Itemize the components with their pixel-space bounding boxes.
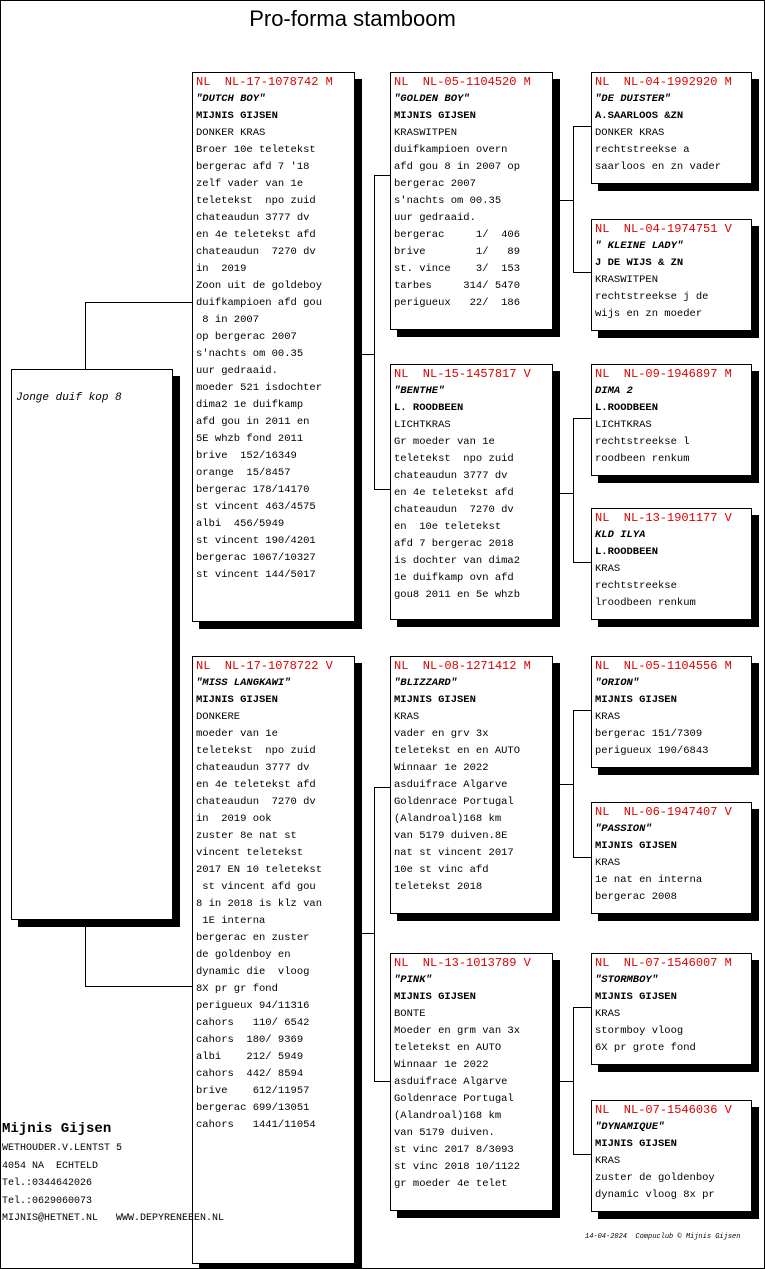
connector	[573, 1007, 574, 1155]
info-line: teletekst npo zuid	[394, 453, 514, 465]
pigeon-name: "PASSION"	[595, 823, 652, 835]
info-line: orange 15/8457	[196, 467, 291, 479]
connector	[573, 857, 591, 858]
breeder-name: L. ROODBEEN	[394, 402, 464, 414]
info-line: en 4e teletekst afd	[196, 229, 316, 241]
info-line: teletekst 2018	[394, 881, 483, 893]
info-line: bergerac afd 7 '18	[196, 161, 310, 173]
info-line: roodbeen renkum	[595, 453, 690, 465]
connector	[374, 175, 375, 490]
connector	[85, 302, 86, 370]
ring-number: NL NL-07-1546036 V	[595, 1103, 732, 1117]
ring-number: NL NL-05-1104520 M	[394, 75, 531, 89]
connector	[85, 927, 86, 987]
info-line: vincent teletekst	[196, 847, 304, 859]
info-line: 8 in 2007	[196, 314, 260, 326]
info-line: s'nachts om 00.35	[196, 348, 304, 360]
info-line: op bergerac 2007	[196, 331, 297, 343]
info-line: rechtstreekse a	[595, 144, 690, 156]
owner-line: Tel.:0629060073	[2, 1195, 93, 1207]
pigeon-card	[591, 72, 752, 184]
owner-line: MIJNIS@HETNET.NL WWW.DEPYRENEEEN.NL	[2, 1213, 225, 1224]
pigeon-card	[390, 72, 553, 330]
breeder-name: A.SAARLOOS &ZN	[595, 110, 684, 122]
info-line: en 4e teletekst afd	[394, 487, 514, 499]
info-line: st vinc 2018 10/1122	[394, 1161, 521, 1173]
info-line: bergerac en zuster	[196, 932, 310, 944]
info-line: van 5179 duiven.8E	[394, 830, 508, 842]
info-line: cahors 442/ 8594	[196, 1068, 304, 1080]
info-line: moeder van 1e	[196, 728, 278, 740]
info-line: moeder 521 isdochter	[196, 382, 323, 394]
info-line: is dochter van dima2	[394, 555, 521, 567]
ring-number: NL NL-13-1013789 V	[394, 956, 531, 970]
ring-number: NL NL-06-1947407 V	[595, 805, 732, 819]
info-line: bergerac 178/14170	[196, 484, 310, 496]
subject-box	[11, 369, 173, 920]
info-line: afd 7 bergerac 2018	[394, 538, 514, 550]
connector	[573, 418, 574, 563]
pigeon-card	[591, 364, 752, 476]
info-line: 5E whzb fond 2011	[196, 433, 304, 445]
subject-label: Jonge duif kop 8	[16, 392, 122, 404]
info-line: KRAS	[595, 711, 621, 723]
pigeon-card	[591, 656, 752, 768]
pigeon-card	[390, 656, 553, 914]
info-line: Winnaar 1e 2022	[394, 1059, 489, 1071]
pigeon-card	[591, 219, 752, 331]
connector	[573, 418, 591, 419]
info-line: st vincent 144/5017	[196, 569, 316, 581]
pigeon-card	[390, 364, 553, 620]
info-line: (Alandroal)168 km	[394, 1110, 502, 1122]
info-line: Goldenrace Portugal	[394, 796, 514, 808]
info-line: brive 612/11957	[196, 1085, 310, 1097]
connector	[374, 489, 390, 490]
info-line: teletekst en AUTO	[394, 1042, 502, 1054]
info-line: st vinc 2017 8/3093	[394, 1144, 514, 1156]
breeder-name: MIJNIS GIJSEN	[595, 840, 677, 852]
info-line: teletekst en en AUTO	[394, 745, 521, 757]
connector	[558, 1081, 574, 1082]
info-line: asduifrace Algarve	[394, 779, 508, 791]
ring-number: NL NL-07-1546007 M	[595, 956, 732, 970]
connector	[85, 986, 192, 987]
connector	[573, 562, 591, 563]
connector	[85, 302, 192, 303]
info-line: BONTE	[394, 1008, 426, 1020]
info-line: 8X pr gr fond	[196, 983, 278, 995]
breeder-name: L.ROODBEEN	[595, 546, 659, 558]
info-line: dima2 1e duifkamp	[196, 399, 304, 411]
breeder-name: MIJNIS GIJSEN	[196, 110, 278, 122]
page-title: Pro-forma stamboom	[249, 6, 456, 31]
pigeon-name: "GOLDEN BOY"	[394, 93, 470, 105]
info-line: 10e st vinc afd	[394, 864, 489, 876]
connector	[573, 272, 591, 273]
info-line: zuster 8e nat st	[196, 830, 297, 842]
info-line: dynamic die vloog	[196, 966, 310, 978]
info-line: bergerac 2008	[595, 891, 677, 903]
info-line: teletekst npo zuid	[196, 745, 316, 757]
pigeon-card	[390, 953, 553, 1211]
owner-name: Mijnis Gijsen	[2, 1121, 112, 1137]
info-line: rechtstreekse l	[595, 436, 690, 448]
connector	[558, 493, 574, 494]
info-line: (Alandroal)168 km	[394, 813, 502, 825]
info-line: chateaudun 7270 dv	[394, 504, 514, 516]
info-line: chateaudun 7270 dv	[196, 796, 316, 808]
info-line: zuster de goldenboy	[595, 1172, 715, 1184]
ring-number: NL NL-17-1078742 M	[196, 75, 333, 89]
info-line: brive 152/16349	[196, 450, 297, 462]
info-line: bergerac 1/ 406	[394, 229, 521, 241]
info-line: rechtstreekse	[595, 580, 677, 592]
info-line: chateaudun 3777 dv	[196, 762, 310, 774]
info-line: cahors 110/ 6542	[196, 1017, 310, 1029]
connector	[558, 784, 574, 785]
info-line: KRAS	[595, 563, 621, 575]
info-line: KRASWITPEN	[394, 127, 458, 139]
info-line: 6X pr grote fond	[595, 1042, 696, 1054]
info-line: perigueux 190/6843	[595, 745, 709, 757]
connector	[573, 710, 574, 858]
info-line: chateaudun 3777 dv	[394, 470, 508, 482]
connector	[374, 175, 390, 176]
info-line: 2017 EN 10 teletekst	[196, 864, 323, 876]
info-line: 8 in 2018 is klz van	[196, 898, 323, 910]
info-line: gr moeder 4e telet	[394, 1178, 508, 1190]
info-line: cahors 180/ 9369	[196, 1034, 304, 1046]
pigeon-name: "DE DUISTER"	[595, 93, 671, 105]
pigeon-card	[591, 953, 752, 1065]
info-line: st vincent 190/4201	[196, 535, 316, 547]
info-line: st vincent afd gou	[196, 881, 316, 893]
info-line: nat st vincent 2017	[394, 847, 514, 859]
info-line: 1e nat en interna	[595, 874, 703, 886]
info-line: perigueux 94/11316	[196, 1000, 310, 1012]
pigeon-name: "STORMBOY"	[595, 974, 659, 986]
breeder-name: MIJNIS GIJSEN	[196, 694, 278, 706]
connector	[360, 354, 375, 355]
owner-block	[2, 1118, 224, 1228]
ring-number: NL NL-04-1974751 V	[595, 222, 732, 236]
info-line: bergerac 699/13051	[196, 1102, 310, 1114]
info-line: vader en grv 3x	[394, 728, 489, 740]
ring-number: NL NL-08-1271412 M	[394, 659, 531, 673]
info-line: KRAS	[595, 857, 621, 869]
breeder-name: L.ROODBEEN	[595, 402, 659, 414]
info-line: DONKERE	[196, 711, 241, 723]
info-line: teletekst npo zuid	[196, 195, 316, 207]
info-line: Zoon uit de goldeboy	[196, 280, 323, 292]
breeder-name: MIJNIS GIJSEN	[595, 694, 677, 706]
info-line: st. vince 3/ 153	[394, 263, 521, 275]
connector	[360, 933, 375, 934]
info-line: bergerac 1067/10327	[196, 552, 316, 564]
info-line: duifkampioen afd gou	[196, 297, 323, 309]
ring-number: NL NL-05-1104556 M	[595, 659, 732, 673]
info-line: DONKER KRAS	[595, 127, 665, 139]
info-line: albi 212/ 5949	[196, 1051, 304, 1063]
info-line: uur gedraaid.	[394, 212, 476, 224]
info-line: LICHTKRAS	[595, 419, 652, 431]
pigeon-name: "ORION"	[595, 677, 640, 689]
info-line: saarloos en zn vader	[595, 161, 722, 173]
pigeon-card	[192, 72, 355, 622]
ring-number: NL NL-17-1078722 V	[196, 659, 333, 673]
info-line: stormboy vloog	[595, 1025, 684, 1037]
connector	[573, 1007, 591, 1008]
info-line: in 2019 ook	[196, 813, 272, 825]
info-line: Moeder en grm van 3x	[394, 1025, 521, 1037]
owner-line: Tel.:0344642026	[2, 1178, 93, 1189]
info-line: 1e duifkamp ovn afd	[394, 572, 514, 584]
breeder-name: MIJNIS GIJSEN	[595, 991, 677, 1003]
pigeon-name: " KLEINE LADY"	[595, 240, 684, 252]
info-line: in 2019	[196, 263, 247, 275]
owner-line: WETHOUDER.V.LENTST 5	[2, 1143, 123, 1154]
connector	[573, 710, 591, 711]
ring-number: NL NL-13-1901177 V	[595, 511, 732, 525]
pigeon-name: "MISS LANGKAWI"	[196, 677, 291, 689]
ring-number: NL NL-15-1457817 V	[394, 367, 531, 381]
info-line: perigueux 22/ 186	[394, 297, 521, 309]
info-line: asduifrace Algarve	[394, 1076, 508, 1088]
breeder-name: MIJNIS GIJSEN	[394, 110, 476, 122]
pigeon-name: "DUTCH BOY"	[196, 93, 266, 105]
info-line: chateaudun 3777 dv	[196, 212, 310, 224]
info-line: Winnaar 1e 2022	[394, 762, 489, 774]
connector	[573, 1154, 591, 1155]
info-line: DONKER KRAS	[196, 127, 266, 139]
info-line: chateaudun 7270 dv	[196, 246, 316, 258]
pigeon-name: "DYNAMIQUE"	[595, 1121, 665, 1133]
connector	[374, 787, 375, 1082]
info-line: lroodbeen renkum	[595, 597, 696, 609]
info-line: Gr moeder van 1e	[394, 436, 495, 448]
info-line: uur gedraaid.	[196, 365, 278, 377]
info-line: KRASWITPEN	[595, 274, 659, 286]
owner-line: 4054 NA ECHTELD	[2, 1160, 99, 1172]
info-line: van 5179 duiven.	[394, 1127, 495, 1139]
breeder-name: MIJNIS GIJSEN	[394, 991, 476, 1003]
info-line: zelf vader van 1e	[196, 178, 304, 190]
info-line: s'nachts om 00.35	[394, 195, 502, 207]
info-line: LICHTKRAS	[394, 419, 451, 431]
info-line: Broer 10e teletekst	[196, 144, 316, 156]
connector	[573, 126, 591, 127]
pigeon-name: "BLIZZARD"	[394, 677, 458, 689]
connector	[374, 1081, 390, 1082]
info-line: brive 1/ 89	[394, 246, 521, 258]
pigeon-name: DIMA 2	[595, 385, 633, 397]
info-line: bergerac 2007	[394, 178, 476, 190]
connector	[558, 200, 574, 201]
info-line: KRAS	[595, 1155, 621, 1167]
info-line: wijs en zn moeder	[595, 308, 703, 320]
info-line: bergerac 151/7309	[595, 728, 703, 740]
pigeon-name: KLD ILYA	[595, 529, 646, 541]
info-line: de goldenboy en	[196, 949, 291, 961]
pigeon-card	[591, 508, 752, 620]
pigeon-name: "BENTHE"	[394, 385, 445, 397]
info-line: cahors 1441/11054	[196, 1119, 316, 1131]
info-line: KRAS	[595, 1008, 621, 1020]
info-line: rechtstreekse j de	[595, 291, 709, 303]
pigeon-card	[591, 802, 752, 914]
info-line: 1E interna	[196, 915, 266, 927]
breeder-name: J DE WIJS & ZN	[595, 257, 684, 269]
info-line: dynamic vloog 8x pr	[595, 1189, 715, 1201]
info-line: Goldenrace Portugal	[394, 1093, 514, 1105]
pigeon-card	[591, 1100, 752, 1212]
pigeon-name: "PINK"	[394, 974, 432, 986]
breeder-name: MIJNIS GIJSEN	[595, 1138, 677, 1150]
connector	[374, 787, 390, 788]
info-line: KRAS	[394, 711, 420, 723]
info-line: duifkampioen overn	[394, 144, 508, 156]
footer-credit: 14-04-2024 Compuclub © Mijnis Gijsen	[585, 1233, 741, 1241]
breeder-name: MIJNIS GIJSEN	[394, 694, 476, 706]
info-line: afd gou in 2011 en	[196, 416, 310, 428]
info-line: tarbes 314/ 5470	[394, 280, 521, 292]
info-line: en 10e teletekst	[394, 521, 502, 533]
ring-number: NL NL-09-1946897 M	[595, 367, 732, 381]
info-line: st vincent 463/4575	[196, 501, 316, 513]
info-line: en 4e teletekst afd	[196, 779, 316, 791]
connector	[573, 126, 574, 273]
info-line: gou8 2011 en 5e whzb	[394, 589, 521, 601]
info-line: afd gou 8 in 2007 op	[394, 161, 521, 173]
info-line: albi 456/5949	[196, 518, 285, 530]
ring-number: NL NL-04-1992920 M	[595, 75, 732, 89]
